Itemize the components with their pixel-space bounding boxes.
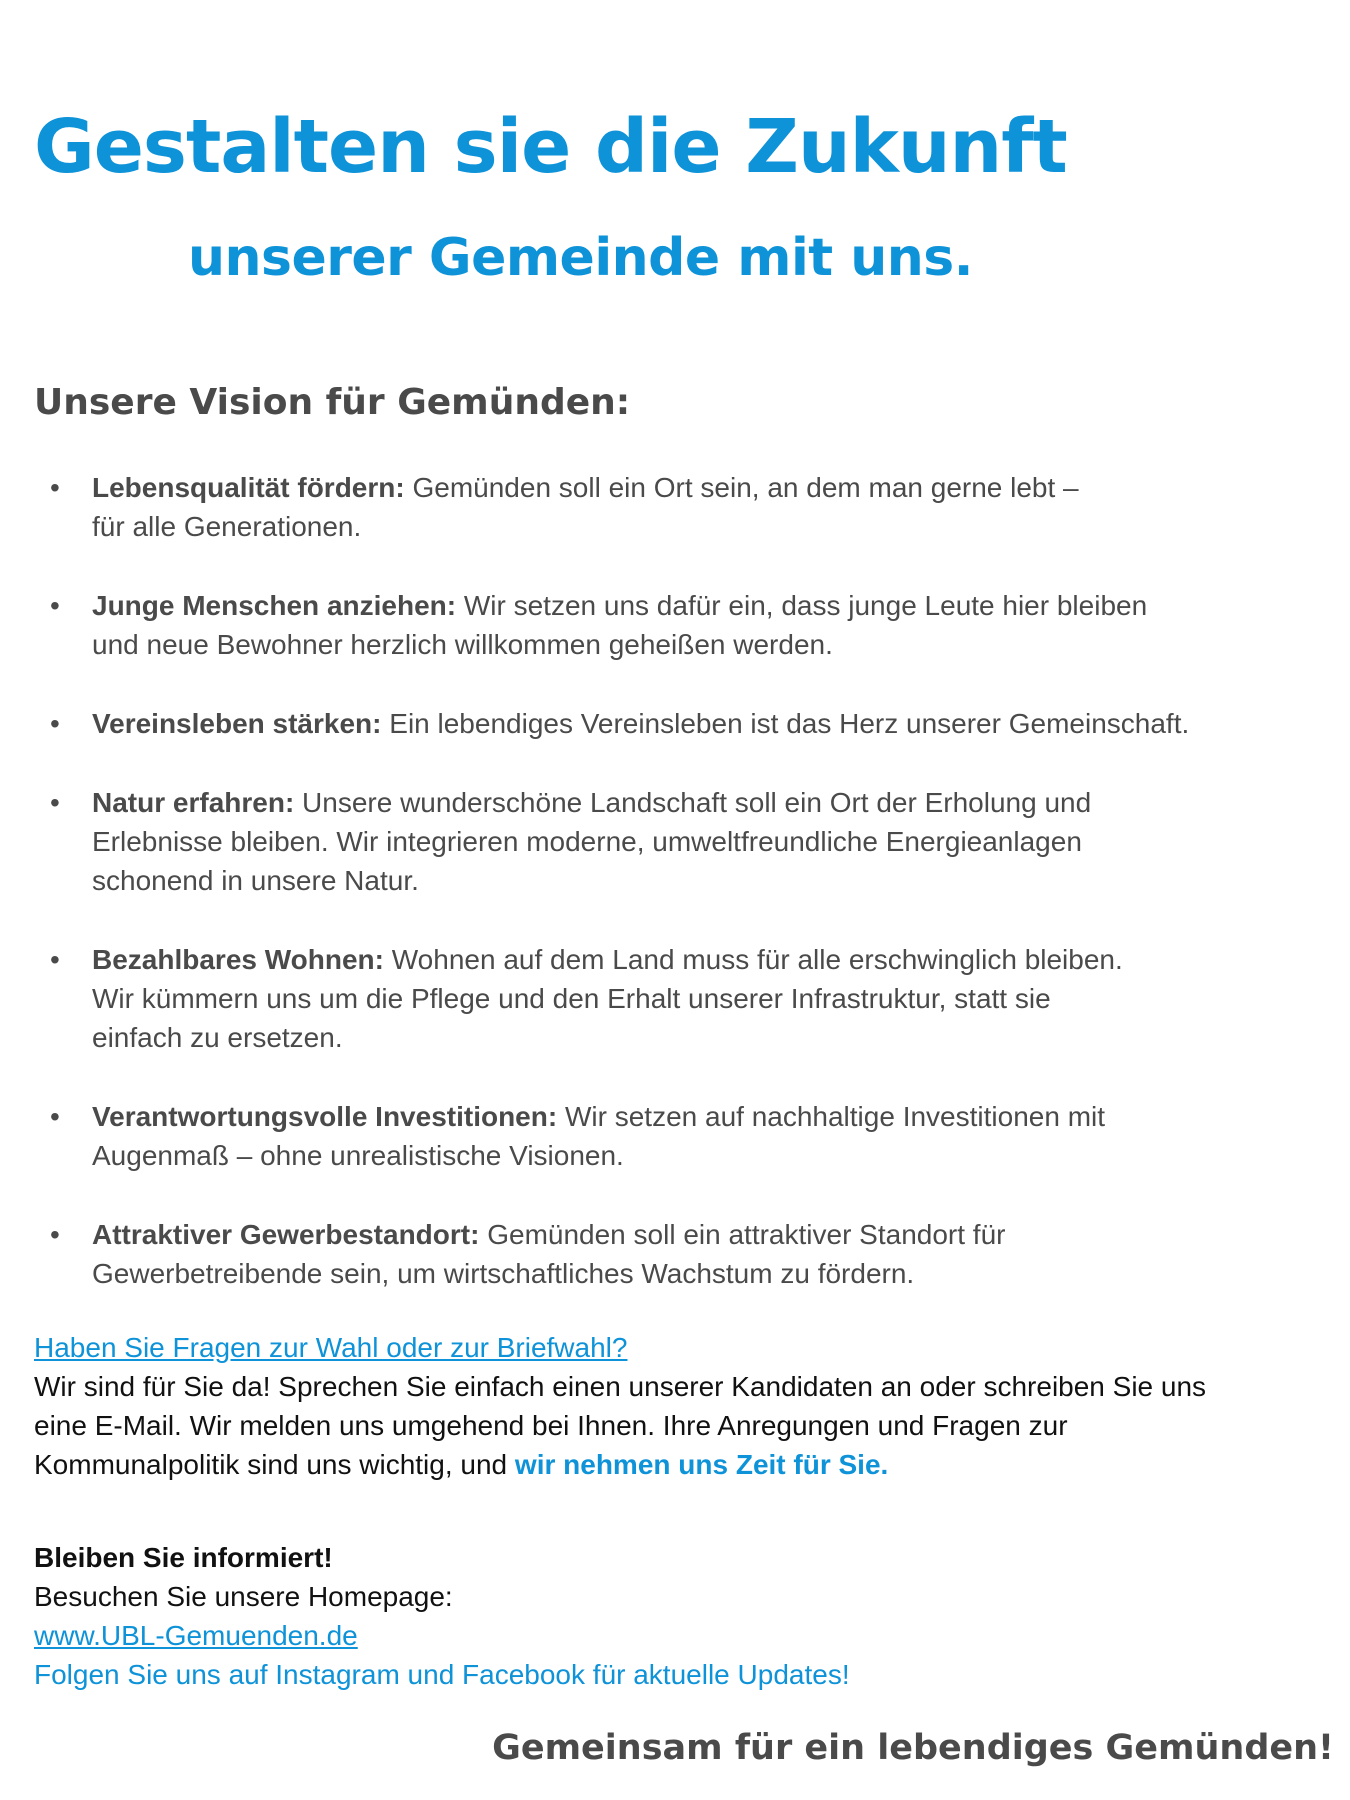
vision-item-line: Gewerbetreibende sein, um wirtschaftliches Wachstum zu fördern. <box>92 1258 915 1289</box>
vision-item-line: Augenmaß – ohne unrealistische Visionen. <box>92 1140 624 1171</box>
bullet-icon: • <box>50 1219 60 1250</box>
stay-informed-section <box>34 1538 1324 1694</box>
homepage-link[interactable]: www.UBL-Gemuenden.de <box>34 1620 358 1651</box>
vision-item-text <box>92 1097 1320 1175</box>
vision-item-line: schonend in unsere Natur. <box>92 865 419 896</box>
vision-item-label: Junge Menschen anziehen: <box>92 590 457 621</box>
headline: Gestalten sie die Zukunft <box>34 104 1067 190</box>
vision-title: Unsere Vision für Gemünden: <box>34 382 631 423</box>
vision-item-natur <box>50 783 1320 900</box>
vision-item-text <box>92 586 1320 664</box>
vision-item-line: Wir setzen auf nachhaltige Investitionen mit <box>557 1101 1106 1132</box>
stay-informed-title: Bleiben Sie informiert! <box>34 1542 333 1573</box>
homepage-text: Besuchen Sie unsere Homepage: <box>34 1581 453 1612</box>
vision-item-text <box>92 468 1320 546</box>
vision-item-label: Verantwortungsvolle Investitionen: <box>92 1101 558 1132</box>
bullet-icon: • <box>50 787 60 818</box>
vision-item-gewerbestandort <box>50 1215 1320 1293</box>
subheadline: unserer Gemeinde mit uns. <box>188 228 973 288</box>
vision-item-line: Wir kümmern uns um die Pflege und den Erhalt unserer Infrastruktur, statt sie <box>92 983 1051 1014</box>
social-media-text: Folgen Sie uns auf Instagram und Facebook für aktuelle Updates! <box>34 1659 850 1690</box>
vision-item-label: Bezahlbares Wohnen: <box>92 944 384 975</box>
vision-item-lebensqualitaet <box>50 468 1320 546</box>
bullet-icon: • <box>50 590 60 621</box>
vision-item-label: Lebensqualität fördern: <box>92 472 405 503</box>
vision-item-text <box>92 783 1320 900</box>
contact-text-line: Kommunalpolitik sind uns wichtig, und <box>34 1449 515 1480</box>
vision-item-line: einfach zu ersetzen. <box>92 1022 343 1053</box>
closing-slogan: Gemeinsam für ein lebendiges Gemünden! <box>492 1728 1334 1768</box>
vision-item-line: Wohnen auf dem Land muss für alle erschwinglich bleiben. <box>383 944 1123 975</box>
vision-item-vereinsleben <box>50 704 1320 743</box>
vision-item-text <box>92 704 1320 743</box>
vision-item-label: Attraktiver Gewerbestandort: <box>92 1219 480 1250</box>
vision-item-line: Unsere wunderschöne Landschaft soll ein Ort der Erholung und <box>294 787 1092 818</box>
vision-item-text <box>92 1215 1320 1293</box>
vision-item-label: Vereinsleben stärken: <box>92 708 382 739</box>
vision-item-line: und neue Bewohner herzlich willkommen geheißen werden. <box>92 629 833 660</box>
contact-section <box>34 1328 1324 1484</box>
vision-item-line: Ein lebendiges Vereinsleben ist das Herz unserer Gemeinschaft. <box>381 708 1190 739</box>
contact-text-line: eine E-Mail. Wir melden uns umgehend bei Ihnen. Ihre Anregungen und Fragen zur <box>34 1410 1068 1441</box>
vision-item-line: für alle Generationen. <box>92 511 362 542</box>
vision-item-line: Gemünden soll ein Ort sein, an dem man gerne lebt – <box>404 472 1079 503</box>
bullet-icon: • <box>50 708 60 739</box>
vision-item-junge-menschen <box>50 586 1320 664</box>
contact-text-line: Wir sind für Sie da! Sprechen Sie einfach einen unserer Kandidaten an oder schreiben Sie uns <box>34 1371 1207 1402</box>
bullet-icon: • <box>50 944 60 975</box>
vision-item-wohnen <box>50 940 1320 1057</box>
questions-link[interactable]: Haben Sie Fragen zur Wahl oder zur Briefwahl? <box>34 1332 628 1363</box>
vision-item-label: Natur erfahren: <box>92 787 295 818</box>
vision-item-line: Wir setzen uns dafür ein, dass junge Leute hier bleiben <box>456 590 1148 621</box>
vision-item-investitionen <box>50 1097 1320 1175</box>
bullet-icon: • <box>50 472 60 503</box>
vision-item-text <box>92 940 1320 1057</box>
contact-highlight: wir nehmen uns Zeit für Sie. <box>514 1449 889 1480</box>
bullet-icon: • <box>50 1101 60 1132</box>
vision-item-line: Erlebnisse bleiben. Wir integrieren moderne, umweltfreundliche Energieanlagen <box>92 826 1082 857</box>
vision-item-line: Gemünden soll ein attraktiver Standort für <box>479 1219 1006 1250</box>
